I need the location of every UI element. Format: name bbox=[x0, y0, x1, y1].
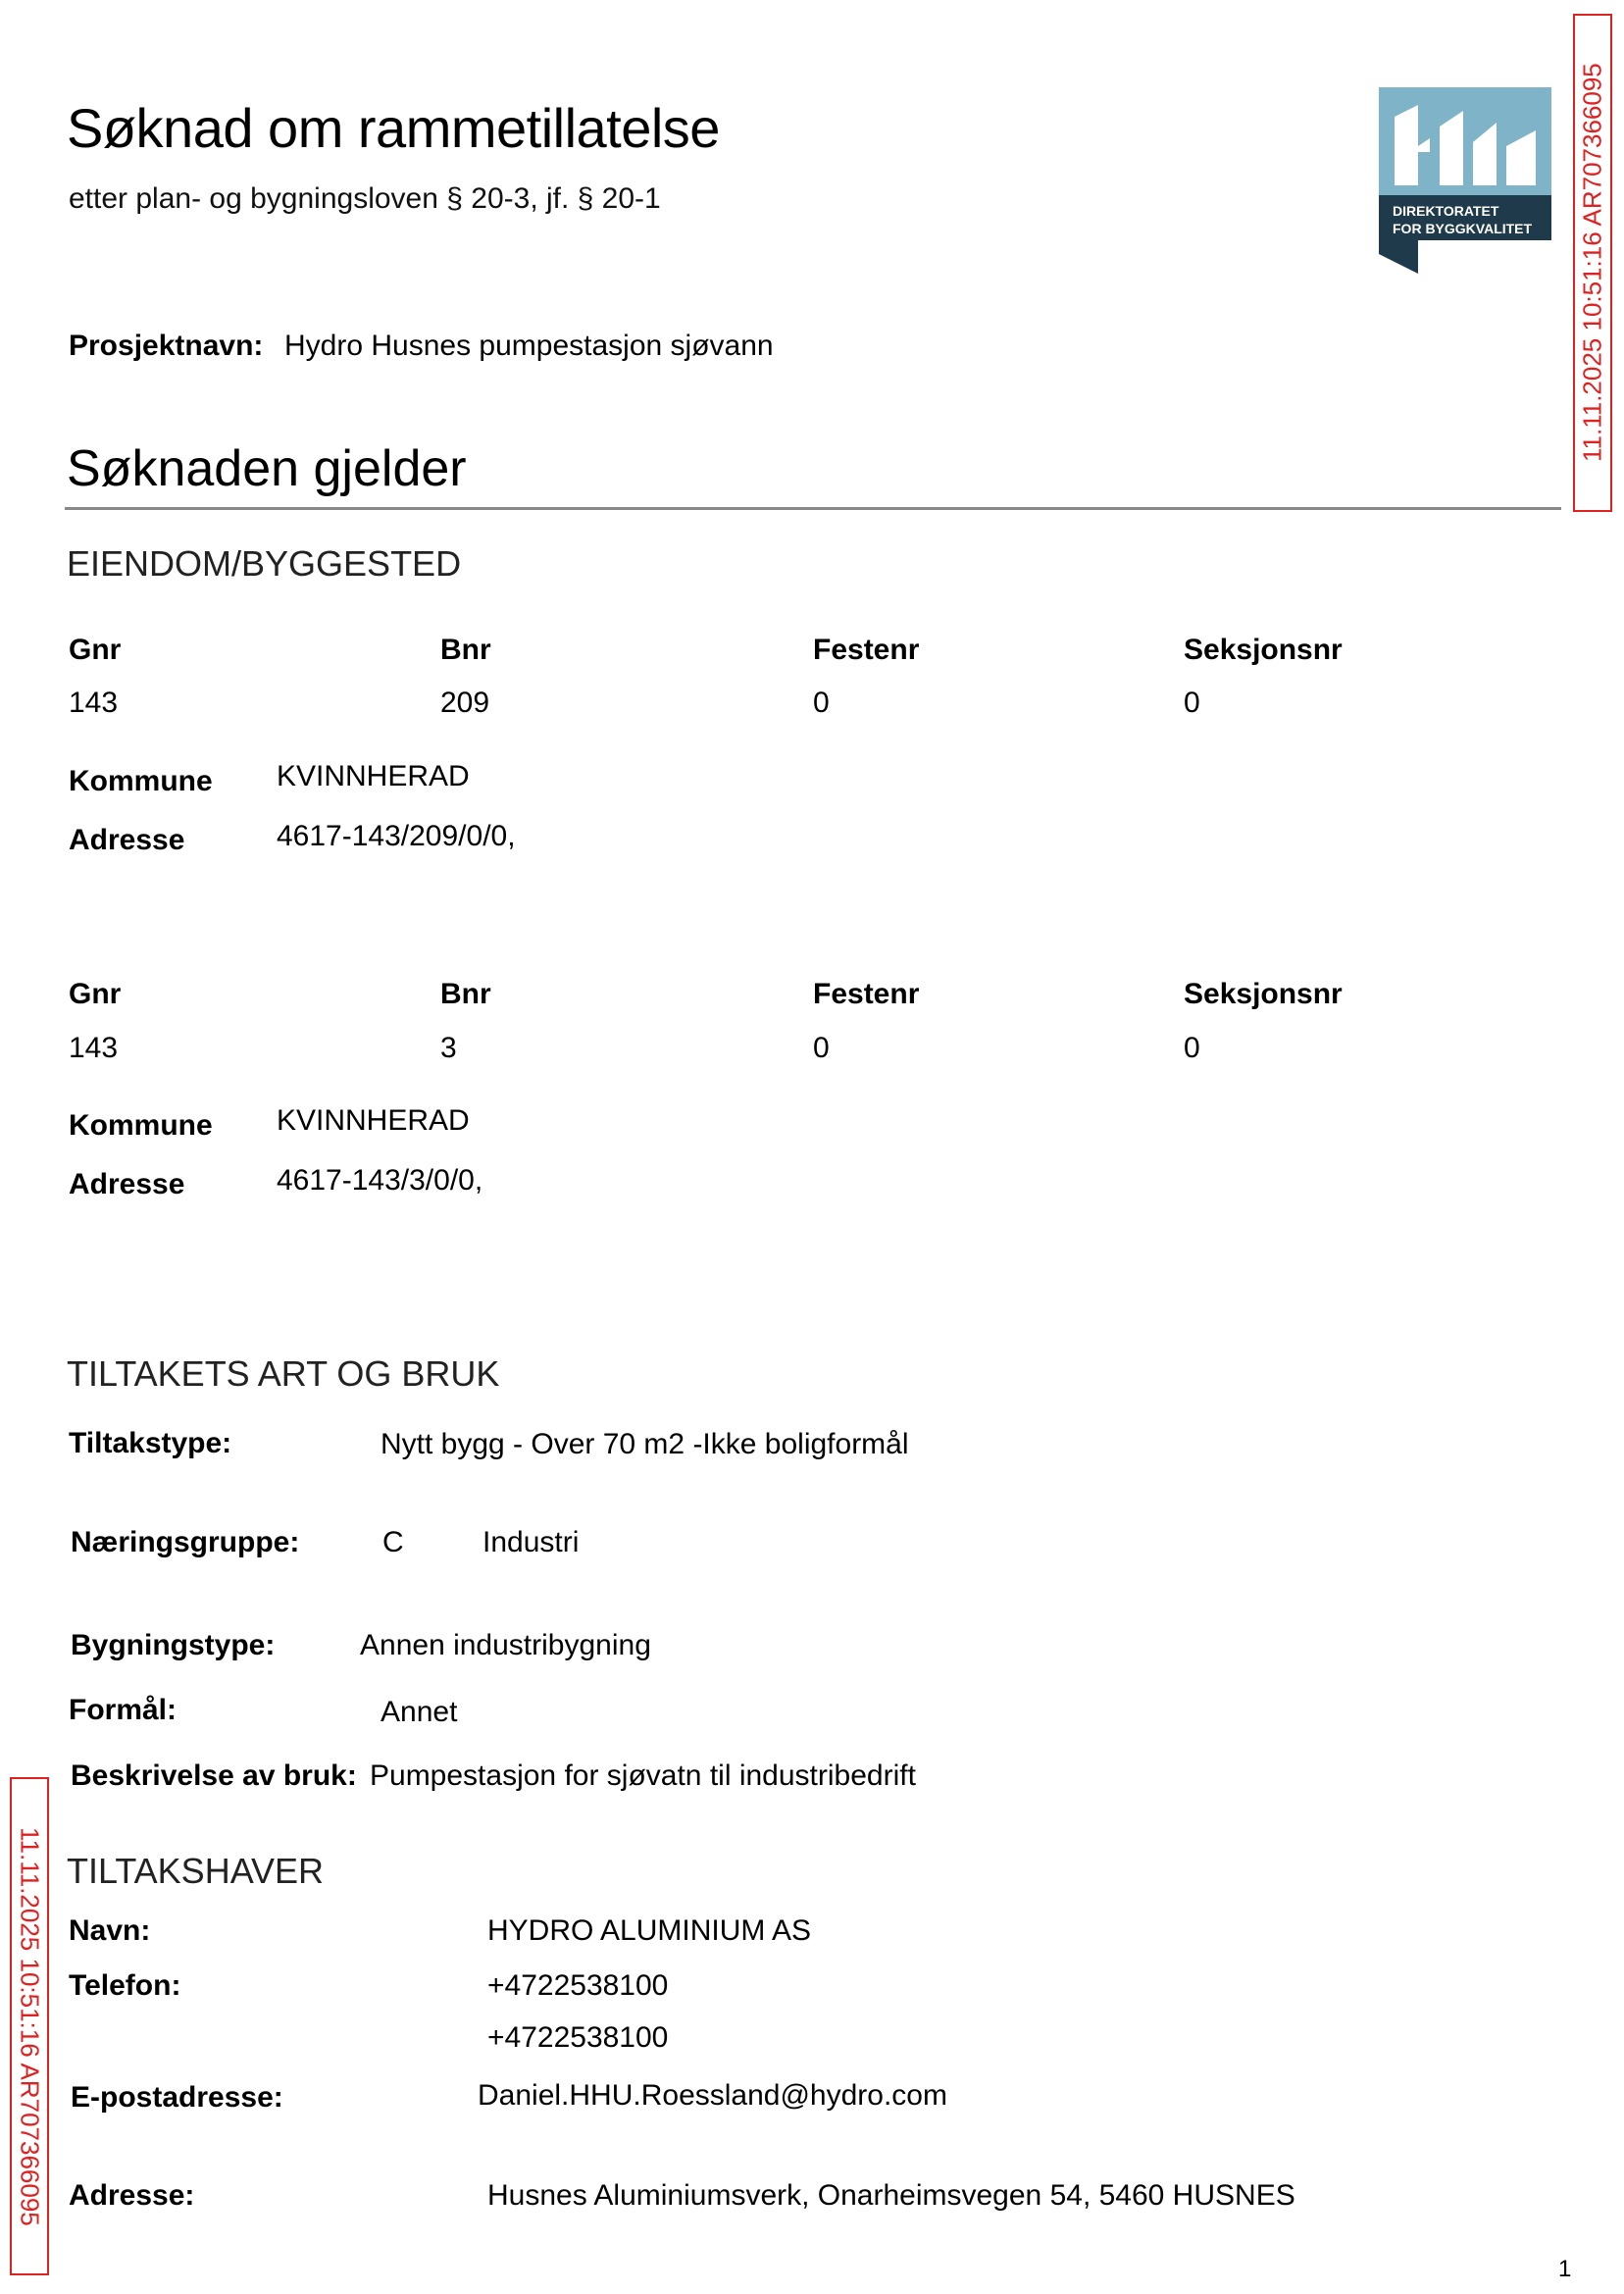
project-name-value: Hydro Husnes pumpestasjon sjøvann bbox=[284, 330, 774, 362]
property-heading: EIENDOM/BYGGESTED bbox=[67, 543, 462, 584]
bygningstype-label: Bygningstype: bbox=[71, 1629, 276, 1661]
page-subtitle: etter plan- og bygningsloven § 20-3, jf. § 20-1 bbox=[69, 182, 661, 215]
tiltakstype-label: Tiltakstype: bbox=[69, 1427, 232, 1459]
telefon-value-2: +4722538100 bbox=[487, 2021, 669, 2054]
tiltakstype-value: Nytt bygg - Over 70 m2 -Ikke boligformål bbox=[381, 1428, 909, 1460]
epost-value: Daniel.HHU.Roessland@hydro.com bbox=[478, 2079, 947, 2112]
telefon-label: Telefon: bbox=[69, 1969, 181, 2002]
dibk-logo bbox=[1379, 87, 1551, 280]
tiltak-heading: TILTAKETS ART OG BRUK bbox=[67, 1353, 500, 1394]
epost-label: E-postadresse: bbox=[71, 2081, 283, 2114]
seksjonsnr-value: 0 bbox=[1184, 1032, 1200, 1064]
tiltakshaver-heading: TILTAKSHAVER bbox=[67, 1851, 325, 1891]
bnr-value: 209 bbox=[440, 687, 490, 719]
beskrivelse-value: Pumpestasjon for sjøvatn til industribedrift bbox=[370, 1759, 916, 1792]
kommune-label: Kommune bbox=[69, 1109, 213, 1142]
col-gnr-label: Gnr bbox=[69, 978, 122, 1010]
kommune-value: KVINNHERAD bbox=[277, 1104, 470, 1137]
dibk-logo-icon bbox=[1379, 87, 1551, 280]
adresse-label: Adresse bbox=[69, 1168, 185, 1200]
col-seksjonsnr-label: Seksjonsnr bbox=[1184, 978, 1343, 1010]
naeringsgruppe-label: Næringsgruppe: bbox=[71, 1526, 300, 1558]
page-title: Søknad om rammetillatelse bbox=[67, 97, 720, 159]
section-divider bbox=[65, 507, 1561, 510]
bygningstype-value: Annen industribygning bbox=[360, 1629, 651, 1661]
festenr-value: 0 bbox=[813, 1032, 830, 1064]
bnr-value: 3 bbox=[440, 1032, 457, 1064]
timestamp-stamp-left bbox=[10, 1777, 49, 2275]
adresse-label: Adresse bbox=[69, 824, 185, 856]
gnr-value: 143 bbox=[69, 687, 119, 719]
col-festenr-label: Festenr bbox=[813, 634, 920, 666]
tiltakshaver-adresse-label: Adresse: bbox=[69, 2179, 195, 2212]
telefon-value: +4722538100 bbox=[487, 1969, 669, 2002]
adresse-value: 4617-143/209/0/0, bbox=[277, 820, 516, 852]
section-title: Søknaden gjelder bbox=[67, 440, 467, 497]
logo-line1: DIREKTORATET bbox=[1393, 203, 1499, 219]
gnr-value: 143 bbox=[69, 1032, 119, 1064]
naeringsgruppe-code: C bbox=[382, 1526, 404, 1558]
kommune-value: KVINNHERAD bbox=[277, 760, 470, 792]
formal-label: Formål: bbox=[69, 1694, 178, 1726]
project-name-label: Prosjektnavn: bbox=[69, 330, 264, 362]
beskrivelse-label: Beskrivelse av bruk: bbox=[71, 1759, 357, 1792]
kommune-label: Kommune bbox=[69, 765, 213, 797]
naeringsgruppe-value: Industri bbox=[482, 1526, 580, 1558]
col-festenr-label: Festenr bbox=[813, 978, 920, 1010]
page-number: 1 bbox=[1558, 2256, 1572, 2282]
timestamp-stamp-right bbox=[1573, 14, 1612, 512]
col-seksjonsnr-label: Seksjonsnr bbox=[1184, 634, 1343, 666]
stamp-text-left: 11.11.2025 10:51:16 AR707366095 bbox=[15, 1826, 45, 2226]
col-gnr-label: Gnr bbox=[69, 634, 122, 666]
tiltakshaver-adresse-value: Husnes Aluminiumsverk, Onarheimsvegen 54, 5460 HUSNES bbox=[487, 2179, 1295, 2212]
seksjonsnr-value: 0 bbox=[1184, 687, 1200, 719]
formal-value: Annet bbox=[381, 1696, 458, 1728]
navn-value: HYDRO ALUMINIUM AS bbox=[487, 1914, 812, 1947]
navn-label: Navn: bbox=[69, 1914, 151, 1947]
adresse-value: 4617-143/3/0/0, bbox=[277, 1164, 483, 1197]
festenr-value: 0 bbox=[813, 687, 830, 719]
stamp-text-right: 11.11.2025 10:51:16 AR707366095 bbox=[1577, 63, 1607, 463]
col-bnr-label: Bnr bbox=[440, 634, 491, 666]
logo-line2: FOR BYGGKVALITET bbox=[1393, 221, 1533, 236]
col-bnr-label: Bnr bbox=[440, 978, 491, 1010]
